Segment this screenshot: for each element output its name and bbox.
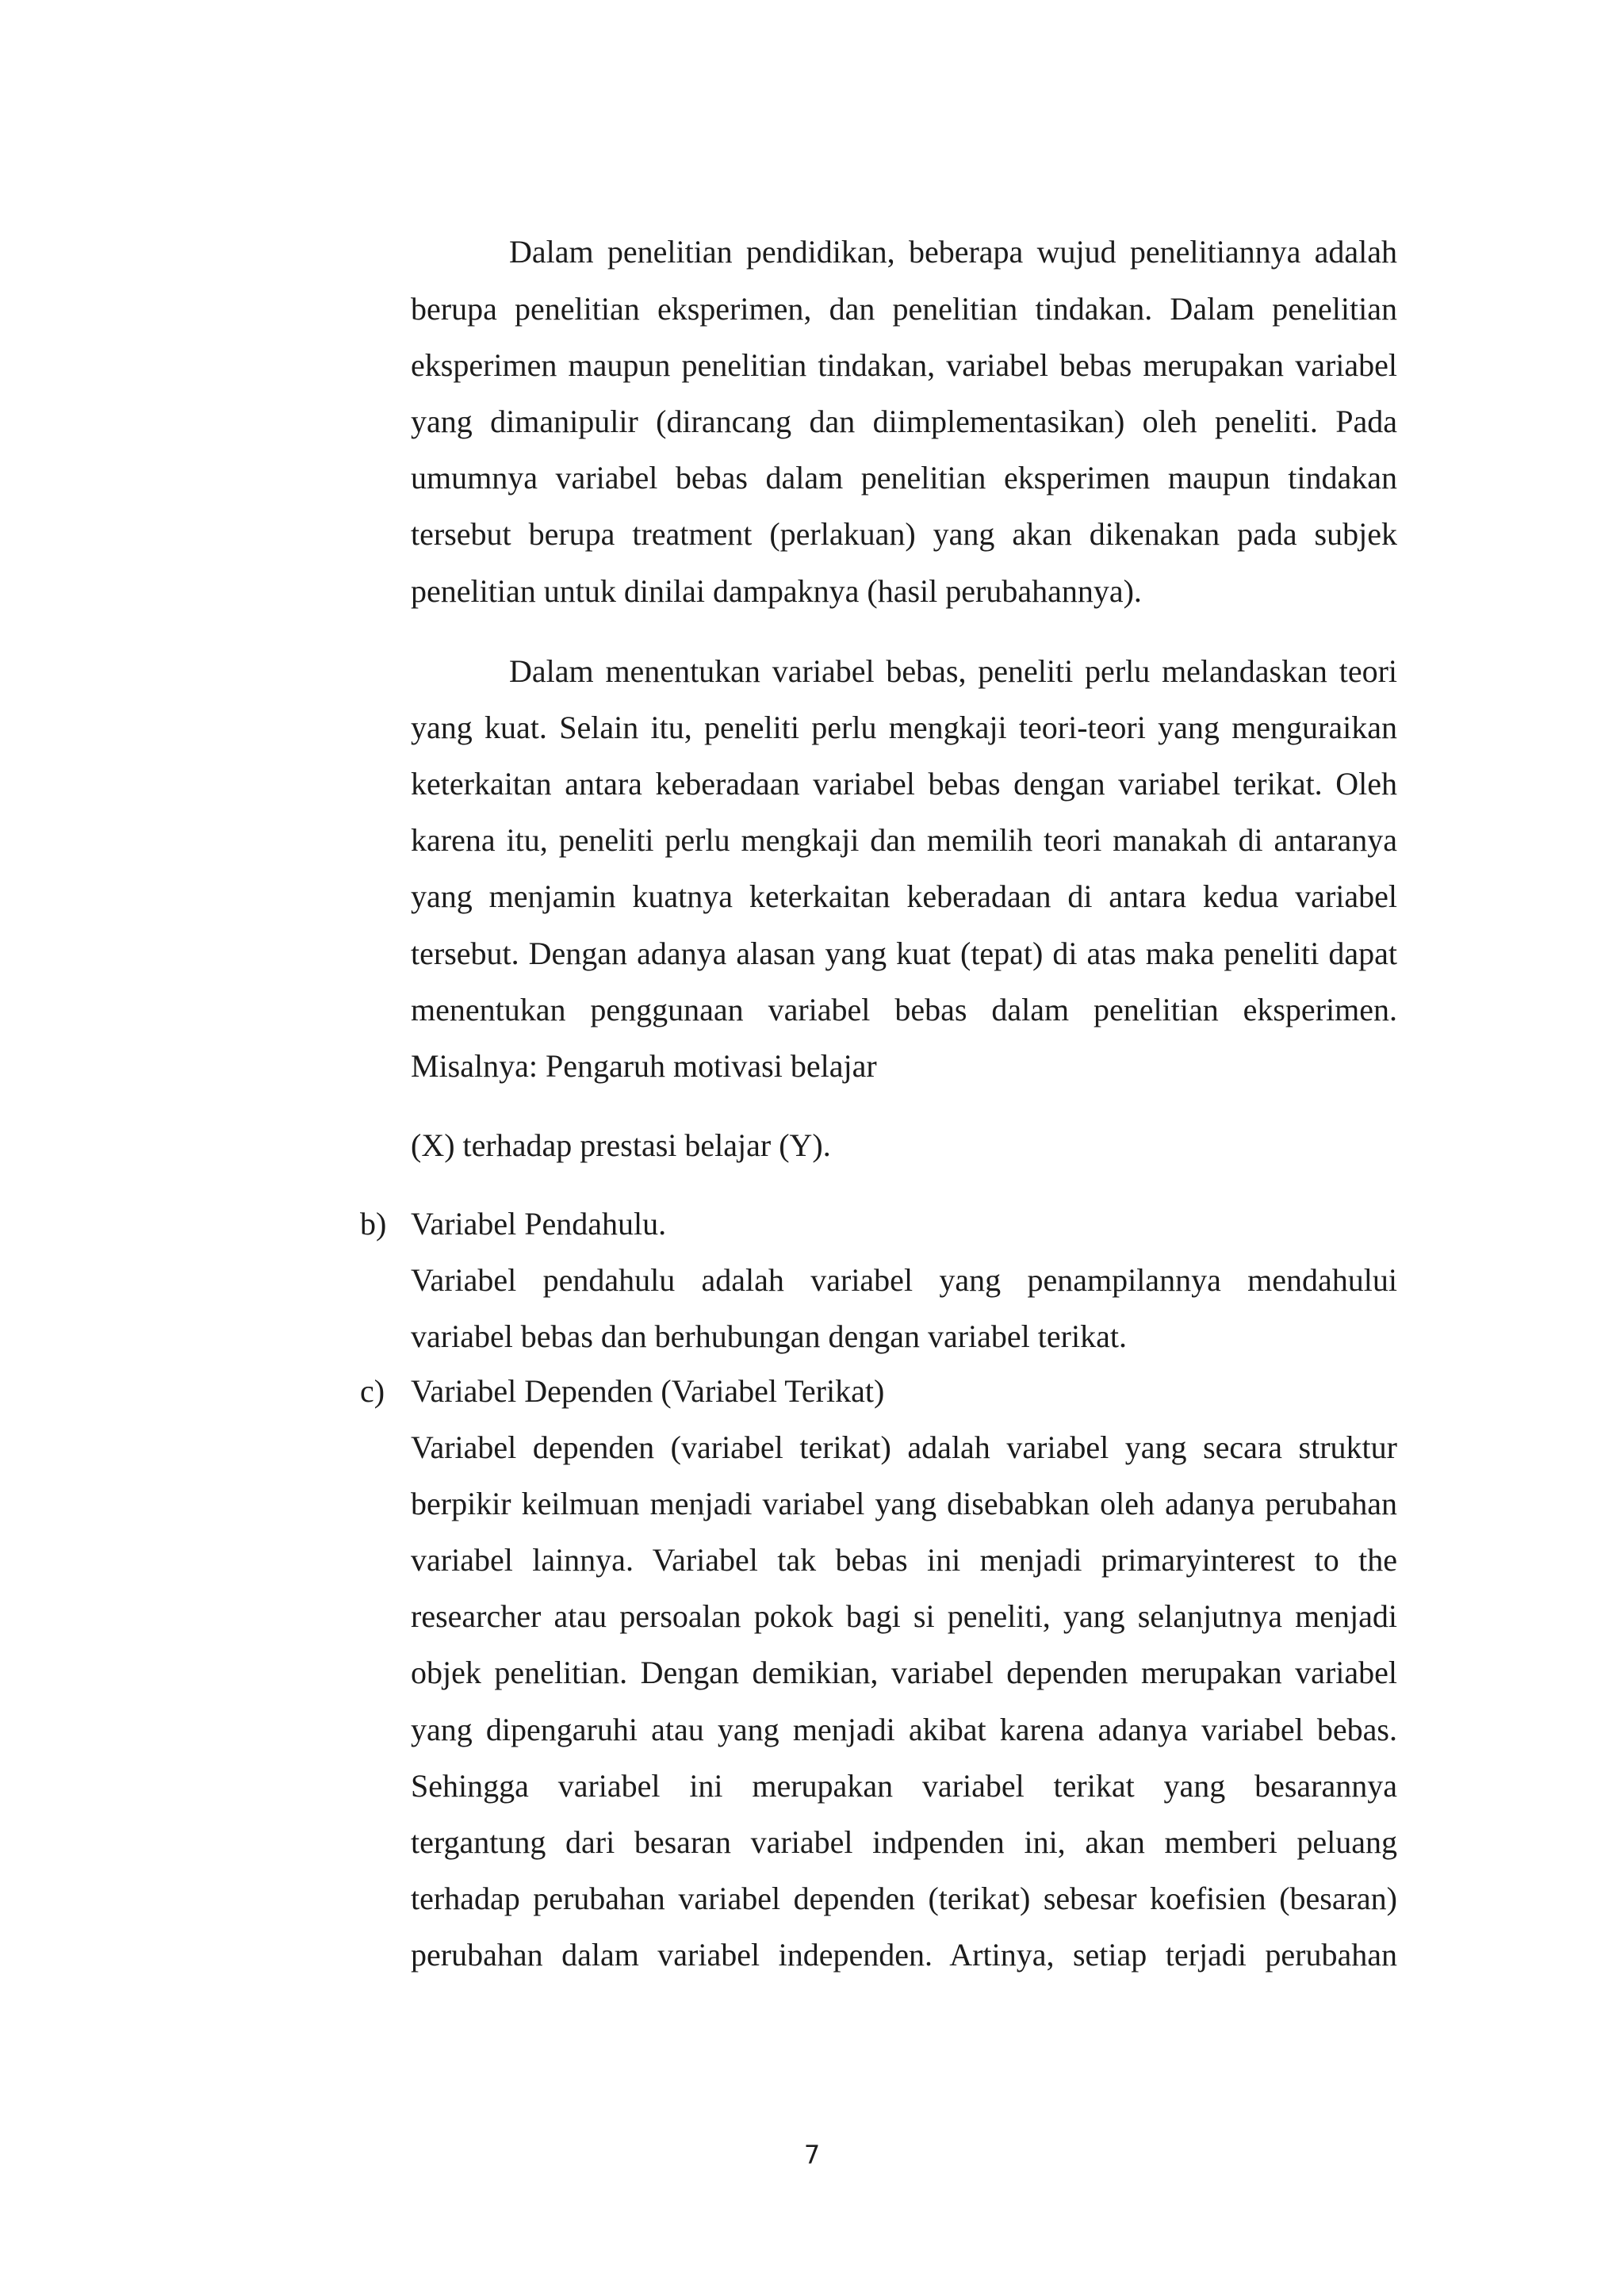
list-marker-b: b)	[360, 1206, 387, 1242]
paragraph-1-line-5: umumnya variabel bebas dalam penelitian eksperimen maupun tindakan	[411, 460, 1397, 496]
page-number: 7	[803, 2140, 821, 2170]
paragraph-1-line-1: Dalam penelitian pendidikan, beberapa wujud penelitiannya adalah	[509, 234, 1397, 270]
example-continuation: (X) terhadap prestasi belajar (Y).	[411, 1127, 831, 1163]
paragraph-1-line-7: penelitian untuk dinilai dampaknya (hasil perubahannya).	[411, 573, 1142, 609]
item-c-line-4: researcher atau persoalan pokok bagi si peneliti, yang selanjutnya menjadi	[411, 1598, 1397, 1634]
item-c-line-3: variabel lainnya. Variabel tak bebas ini menjadi primaryinterest to the	[411, 1542, 1397, 1578]
paragraph-2-line-3: keterkaitan antara keberadaan variabel bebas dengan variabel terikat. Oleh	[411, 766, 1397, 802]
paragraph-2-line-7: menentukan penggunaan variabel bebas dalam penelitian eksperimen.	[411, 992, 1397, 1027]
paragraph-1-line-2: berupa penelitian eksperimen, dan penelitian tindakan. Dalam penelitian	[411, 291, 1397, 327]
item-c-line-7: Sehingga variabel ini merupakan variabel terikat yang besarannya	[411, 1768, 1397, 1804]
paragraph-2-line-5: yang menjamin kuatnya keterkaitan keberadaan di antara kedua variabel	[411, 878, 1397, 914]
paragraph-2-line-8: Misalnya: Pengaruh motivasi belajar	[411, 1048, 877, 1084]
item-c-line-1: Variabel dependen (variabel terikat) adalah variabel yang secara struktur	[411, 1429, 1397, 1465]
paragraph-1-line-6: tersebut berupa treatment (perlakuan) yang akan dikenakan pada subjek	[411, 516, 1397, 552]
item-c-line-10: perubahan dalam variabel independen. Artinya, setiap terjadi perubahan	[411, 1937, 1397, 1973]
item-c-title: Variabel Dependen (Variabel Terikat)	[411, 1373, 885, 1409]
item-b-line-1: Variabel pendahulu adalah variabel yang penampilannya mendahului	[411, 1262, 1397, 1298]
paragraph-1-line-3: eksperimen maupun penelitian tindakan, variabel bebas merupakan variabel	[411, 347, 1397, 383]
item-c-line-5: objek penelitian. Dengan demikian, variabel dependen merupakan variabel	[411, 1655, 1397, 1690]
item-b-title: Variabel Pendahulu.	[411, 1206, 667, 1242]
item-c-line-8: tergantung dari besaran variabel indpenden ini, akan memberi peluang	[411, 1824, 1397, 1860]
paragraph-2-line-6: tersebut. Dengan adanya alasan yang kuat (tepat) di atas maka peneliti dapat	[411, 936, 1397, 971]
item-c-line-6: yang dipengaruhi atau yang menjadi akibat karena adanya variabel bebas.	[411, 1712, 1397, 1747]
item-c-line-9: terhadap perubahan variabel dependen (terikat) sebesar koefisien (besaran)	[411, 1881, 1397, 1916]
paragraph-1-line-4: yang dimanipulir (dirancang dan diimplementasikan) oleh peneliti. Pada	[411, 404, 1397, 439]
paragraph-2-line-2: yang kuat. Selain itu, peneliti perlu mengkaji teori-teori yang menguraikan	[411, 710, 1397, 745]
paragraph-2-line-1: Dalam menentukan variabel bebas, peneliti perlu melandaskan teori	[509, 653, 1397, 689]
item-c-line-2: berpikir keilmuan menjadi variabel yang disebabkan oleh adanya perubahan	[411, 1486, 1397, 1521]
item-b-line-2: variabel bebas dan berhubungan dengan variabel terikat.	[411, 1318, 1127, 1354]
list-marker-c: c)	[360, 1373, 385, 1409]
paragraph-2-line-4: karena itu, peneliti perlu mengkaji dan memilih teori manakah di antaranya	[411, 822, 1397, 858]
